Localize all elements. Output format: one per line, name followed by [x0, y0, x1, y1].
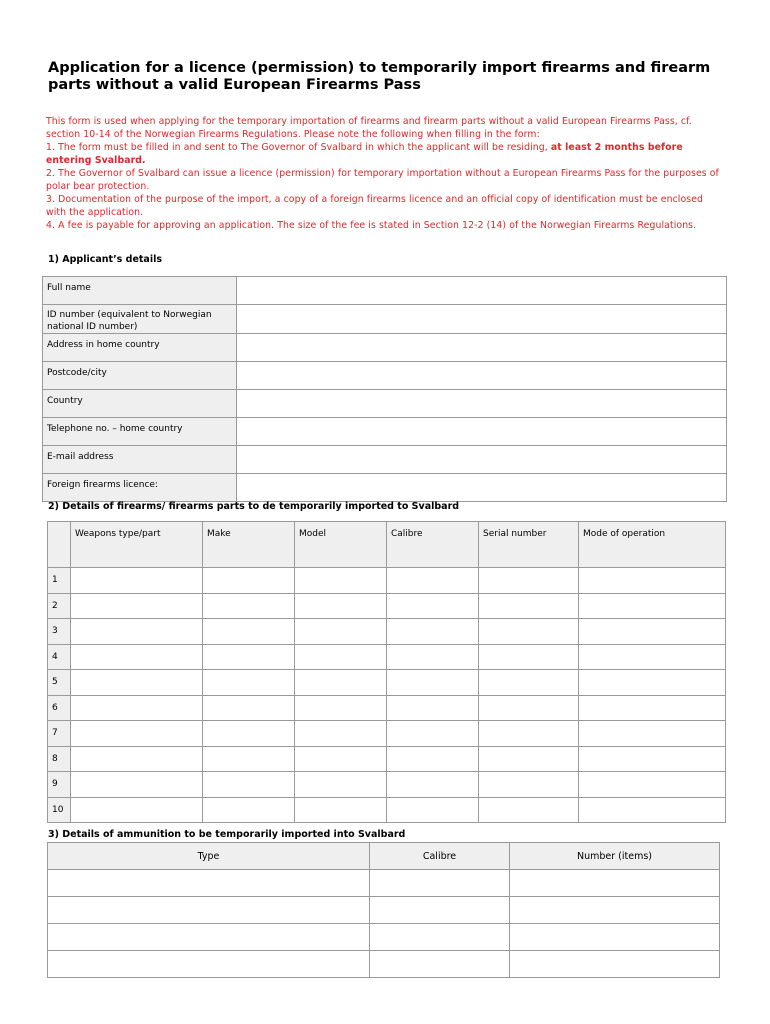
serial-number-cell[interactable]	[479, 695, 579, 721]
model-cell[interactable]	[295, 772, 387, 798]
ammunition-table	[47, 842, 720, 978]
ammunition-row	[48, 951, 720, 978]
weapons-type-cell[interactable]	[71, 619, 203, 645]
applicant-row	[43, 305, 727, 334]
row-number: 8	[48, 746, 71, 772]
column-header-type: Type	[48, 843, 370, 870]
ammunition-row	[48, 897, 720, 924]
column-header-make: Make	[203, 522, 295, 568]
weapons-type-cell[interactable]	[71, 568, 203, 594]
firearm-row	[48, 746, 726, 772]
make-cell[interactable]	[203, 797, 295, 823]
mode-of-operation-cell[interactable]	[579, 746, 726, 772]
applicant-row	[43, 362, 727, 390]
weapons-type-cell[interactable]	[71, 797, 203, 823]
firearm-row	[48, 644, 726, 670]
serial-number-cell[interactable]	[479, 644, 579, 670]
ammo-number-cell[interactable]	[510, 924, 720, 951]
make-cell[interactable]	[203, 619, 295, 645]
ammo-number-cell[interactable]	[510, 870, 720, 897]
model-cell[interactable]	[295, 568, 387, 594]
firearm-row	[48, 670, 726, 696]
field-label-telephone: Telephone no. – home country	[43, 418, 237, 446]
section-2-heading: 2) Details of firearms/ firearms parts to de temporarily imported to Svalbard	[48, 501, 460, 512]
row-number: 7	[48, 721, 71, 747]
full-name-input[interactable]	[237, 277, 727, 305]
firearms-table	[47, 521, 726, 823]
calibre-cell[interactable]	[387, 644, 479, 670]
mode-of-operation-cell[interactable]	[579, 644, 726, 670]
telephone-input[interactable]	[237, 418, 727, 446]
field-label-id-number: ID number (equivalent to Norwegian national ID number)	[43, 305, 237, 334]
postcode-city-input[interactable]	[237, 362, 727, 390]
firearms-header-row	[48, 522, 726, 568]
email-input[interactable]	[237, 446, 727, 474]
calibre-cell[interactable]	[387, 721, 479, 747]
weapons-type-cell[interactable]	[71, 746, 203, 772]
column-header-weapons-type: Weapons type/part	[71, 522, 203, 568]
ammo-type-cell[interactable]	[48, 951, 370, 978]
serial-number-cell[interactable]	[479, 670, 579, 696]
section-3-heading: 3) Details of ammunition to be temporarily imported into Svalbard	[48, 829, 406, 840]
weapons-type-cell[interactable]	[71, 670, 203, 696]
instructions-intro: This form is used when applying for the temporary importation of firearms and firearm parts without a valid European Firearms Pass, cf. section 10-14 of the Norwegian Firearms Regulations. Please note the following when filling in the form:	[46, 116, 692, 140]
row-number: 1	[48, 568, 71, 594]
model-cell[interactable]	[295, 670, 387, 696]
firearm-row	[48, 593, 726, 619]
instruction-item-1-deadline: at least 2 months before entering Svalbard.	[46, 142, 683, 166]
calibre-cell[interactable]	[387, 670, 479, 696]
address-input[interactable]	[237, 334, 727, 362]
make-cell[interactable]	[203, 746, 295, 772]
column-header-model: Model	[295, 522, 387, 568]
serial-number-cell[interactable]	[479, 772, 579, 798]
instruction-item-3: 3. Documentation of the purpose of the import, a copy of a foreign firearms licence and an official copy of identification must be enclosed with the application.	[46, 194, 704, 218]
calibre-cell[interactable]	[387, 772, 479, 798]
serial-number-cell[interactable]	[479, 721, 579, 747]
field-label-country: Country	[43, 390, 237, 418]
applicant-details-table	[42, 276, 727, 502]
ammunition-row	[48, 870, 720, 897]
serial-number-cell[interactable]	[479, 619, 579, 645]
applicant-row	[43, 334, 727, 362]
model-cell[interactable]	[295, 644, 387, 670]
ammo-number-cell[interactable]	[510, 951, 720, 978]
ammo-type-cell[interactable]	[48, 897, 370, 924]
calibre-cell[interactable]	[387, 746, 479, 772]
firearm-row	[48, 772, 726, 798]
country-input[interactable]	[237, 390, 727, 418]
weapons-type-cell[interactable]	[71, 593, 203, 619]
field-label-firearms-licence: Foreign firearms licence:	[43, 474, 237, 502]
applicant-row	[43, 390, 727, 418]
row-number: 10	[48, 797, 71, 823]
row-number: 2	[48, 593, 71, 619]
field-label-full-name: Full name	[43, 277, 237, 305]
serial-number-cell[interactable]	[479, 593, 579, 619]
instruction-item-2: 2. The Governor of Svalbard can issue a licence (permission) for temporary importation without a European Firearms Pass for the purposes of polar bear protection.	[46, 168, 719, 192]
row-number: 9	[48, 772, 71, 798]
instruction-item-1	[46, 141, 726, 167]
serial-number-cell[interactable]	[479, 797, 579, 823]
model-cell[interactable]	[295, 593, 387, 619]
row-number: 4	[48, 644, 71, 670]
firearms-licence-input[interactable]	[237, 474, 727, 502]
model-cell[interactable]	[295, 695, 387, 721]
model-cell[interactable]	[295, 619, 387, 645]
ammo-calibre-cell[interactable]	[370, 924, 510, 951]
instruction-item-4: 4. A fee is payable for approving an application. The size of the fee is stated in Section 12-2 (14) of the Norwegian Firearms Regulations.	[46, 220, 697, 231]
applicant-row	[43, 474, 727, 502]
make-cell[interactable]	[203, 568, 295, 594]
model-cell[interactable]	[295, 797, 387, 823]
instructions	[46, 115, 726, 232]
ammo-calibre-cell[interactable]	[370, 897, 510, 924]
model-cell[interactable]	[295, 721, 387, 747]
field-label-postcode-city: Postcode/city	[43, 362, 237, 390]
ammo-calibre-cell[interactable]	[370, 870, 510, 897]
column-header-number	[48, 522, 71, 568]
calibre-cell[interactable]	[387, 568, 479, 594]
mode-of-operation-cell[interactable]	[579, 568, 726, 594]
mode-of-operation-cell[interactable]	[579, 670, 726, 696]
serial-number-cell[interactable]	[479, 746, 579, 772]
calibre-cell[interactable]	[387, 695, 479, 721]
mode-of-operation-cell[interactable]	[579, 593, 726, 619]
instruction-item-1-text: 1. The form must be filled in and sent to The Governor of Svalbard in which the applicant will be residing,	[46, 142, 551, 153]
mode-of-operation-cell[interactable]	[579, 619, 726, 645]
ammunition-header-row	[48, 843, 720, 870]
id-number-input[interactable]	[237, 305, 727, 334]
field-label-email: E-mail address	[43, 446, 237, 474]
applicant-row	[43, 277, 727, 305]
column-header-number-items: Number (items)	[510, 843, 720, 870]
column-header-calibre: Calibre	[387, 522, 479, 568]
row-number: 3	[48, 619, 71, 645]
field-label-address: Address in home country	[43, 334, 237, 362]
column-header-ammo-calibre: Calibre	[370, 843, 510, 870]
ammo-type-cell[interactable]	[48, 924, 370, 951]
section-1-heading: 1) Applicant’s details	[48, 254, 163, 265]
firearm-row	[48, 695, 726, 721]
make-cell[interactable]	[203, 721, 295, 747]
applicant-row	[43, 418, 727, 446]
column-header-mode-of-operation: Mode of operation	[579, 522, 726, 568]
make-cell[interactable]	[203, 772, 295, 798]
ammo-number-cell[interactable]	[510, 897, 720, 924]
weapons-type-cell[interactable]	[71, 721, 203, 747]
weapons-type-cell[interactable]	[71, 644, 203, 670]
page-title: Application for a licence (permission) to temporarily import firearms and firearm parts without a valid European Firearms Pass	[48, 60, 711, 93]
ammo-calibre-cell[interactable]	[370, 951, 510, 978]
column-header-serial-number: Serial number	[479, 522, 579, 568]
row-number: 6	[48, 695, 71, 721]
make-cell[interactable]	[203, 670, 295, 696]
applicant-row	[43, 446, 727, 474]
row-number: 5	[48, 670, 71, 696]
mode-of-operation-cell[interactable]	[579, 695, 726, 721]
ammo-type-cell[interactable]	[48, 870, 370, 897]
mode-of-operation-cell[interactable]	[579, 797, 726, 823]
calibre-cell[interactable]	[387, 619, 479, 645]
serial-number-cell[interactable]	[479, 568, 579, 594]
firearm-row	[48, 619, 726, 645]
calibre-cell[interactable]	[387, 797, 479, 823]
make-cell[interactable]	[203, 644, 295, 670]
firearm-row	[48, 568, 726, 594]
ammunition-row	[48, 924, 720, 951]
weapons-type-cell[interactable]	[71, 695, 203, 721]
weapons-type-cell[interactable]	[71, 772, 203, 798]
make-cell[interactable]	[203, 695, 295, 721]
model-cell[interactable]	[295, 746, 387, 772]
mode-of-operation-cell[interactable]	[579, 721, 726, 747]
firearm-row	[48, 797, 726, 823]
firearm-row	[48, 721, 726, 747]
make-cell[interactable]	[203, 593, 295, 619]
mode-of-operation-cell[interactable]	[579, 772, 726, 798]
calibre-cell[interactable]	[387, 593, 479, 619]
